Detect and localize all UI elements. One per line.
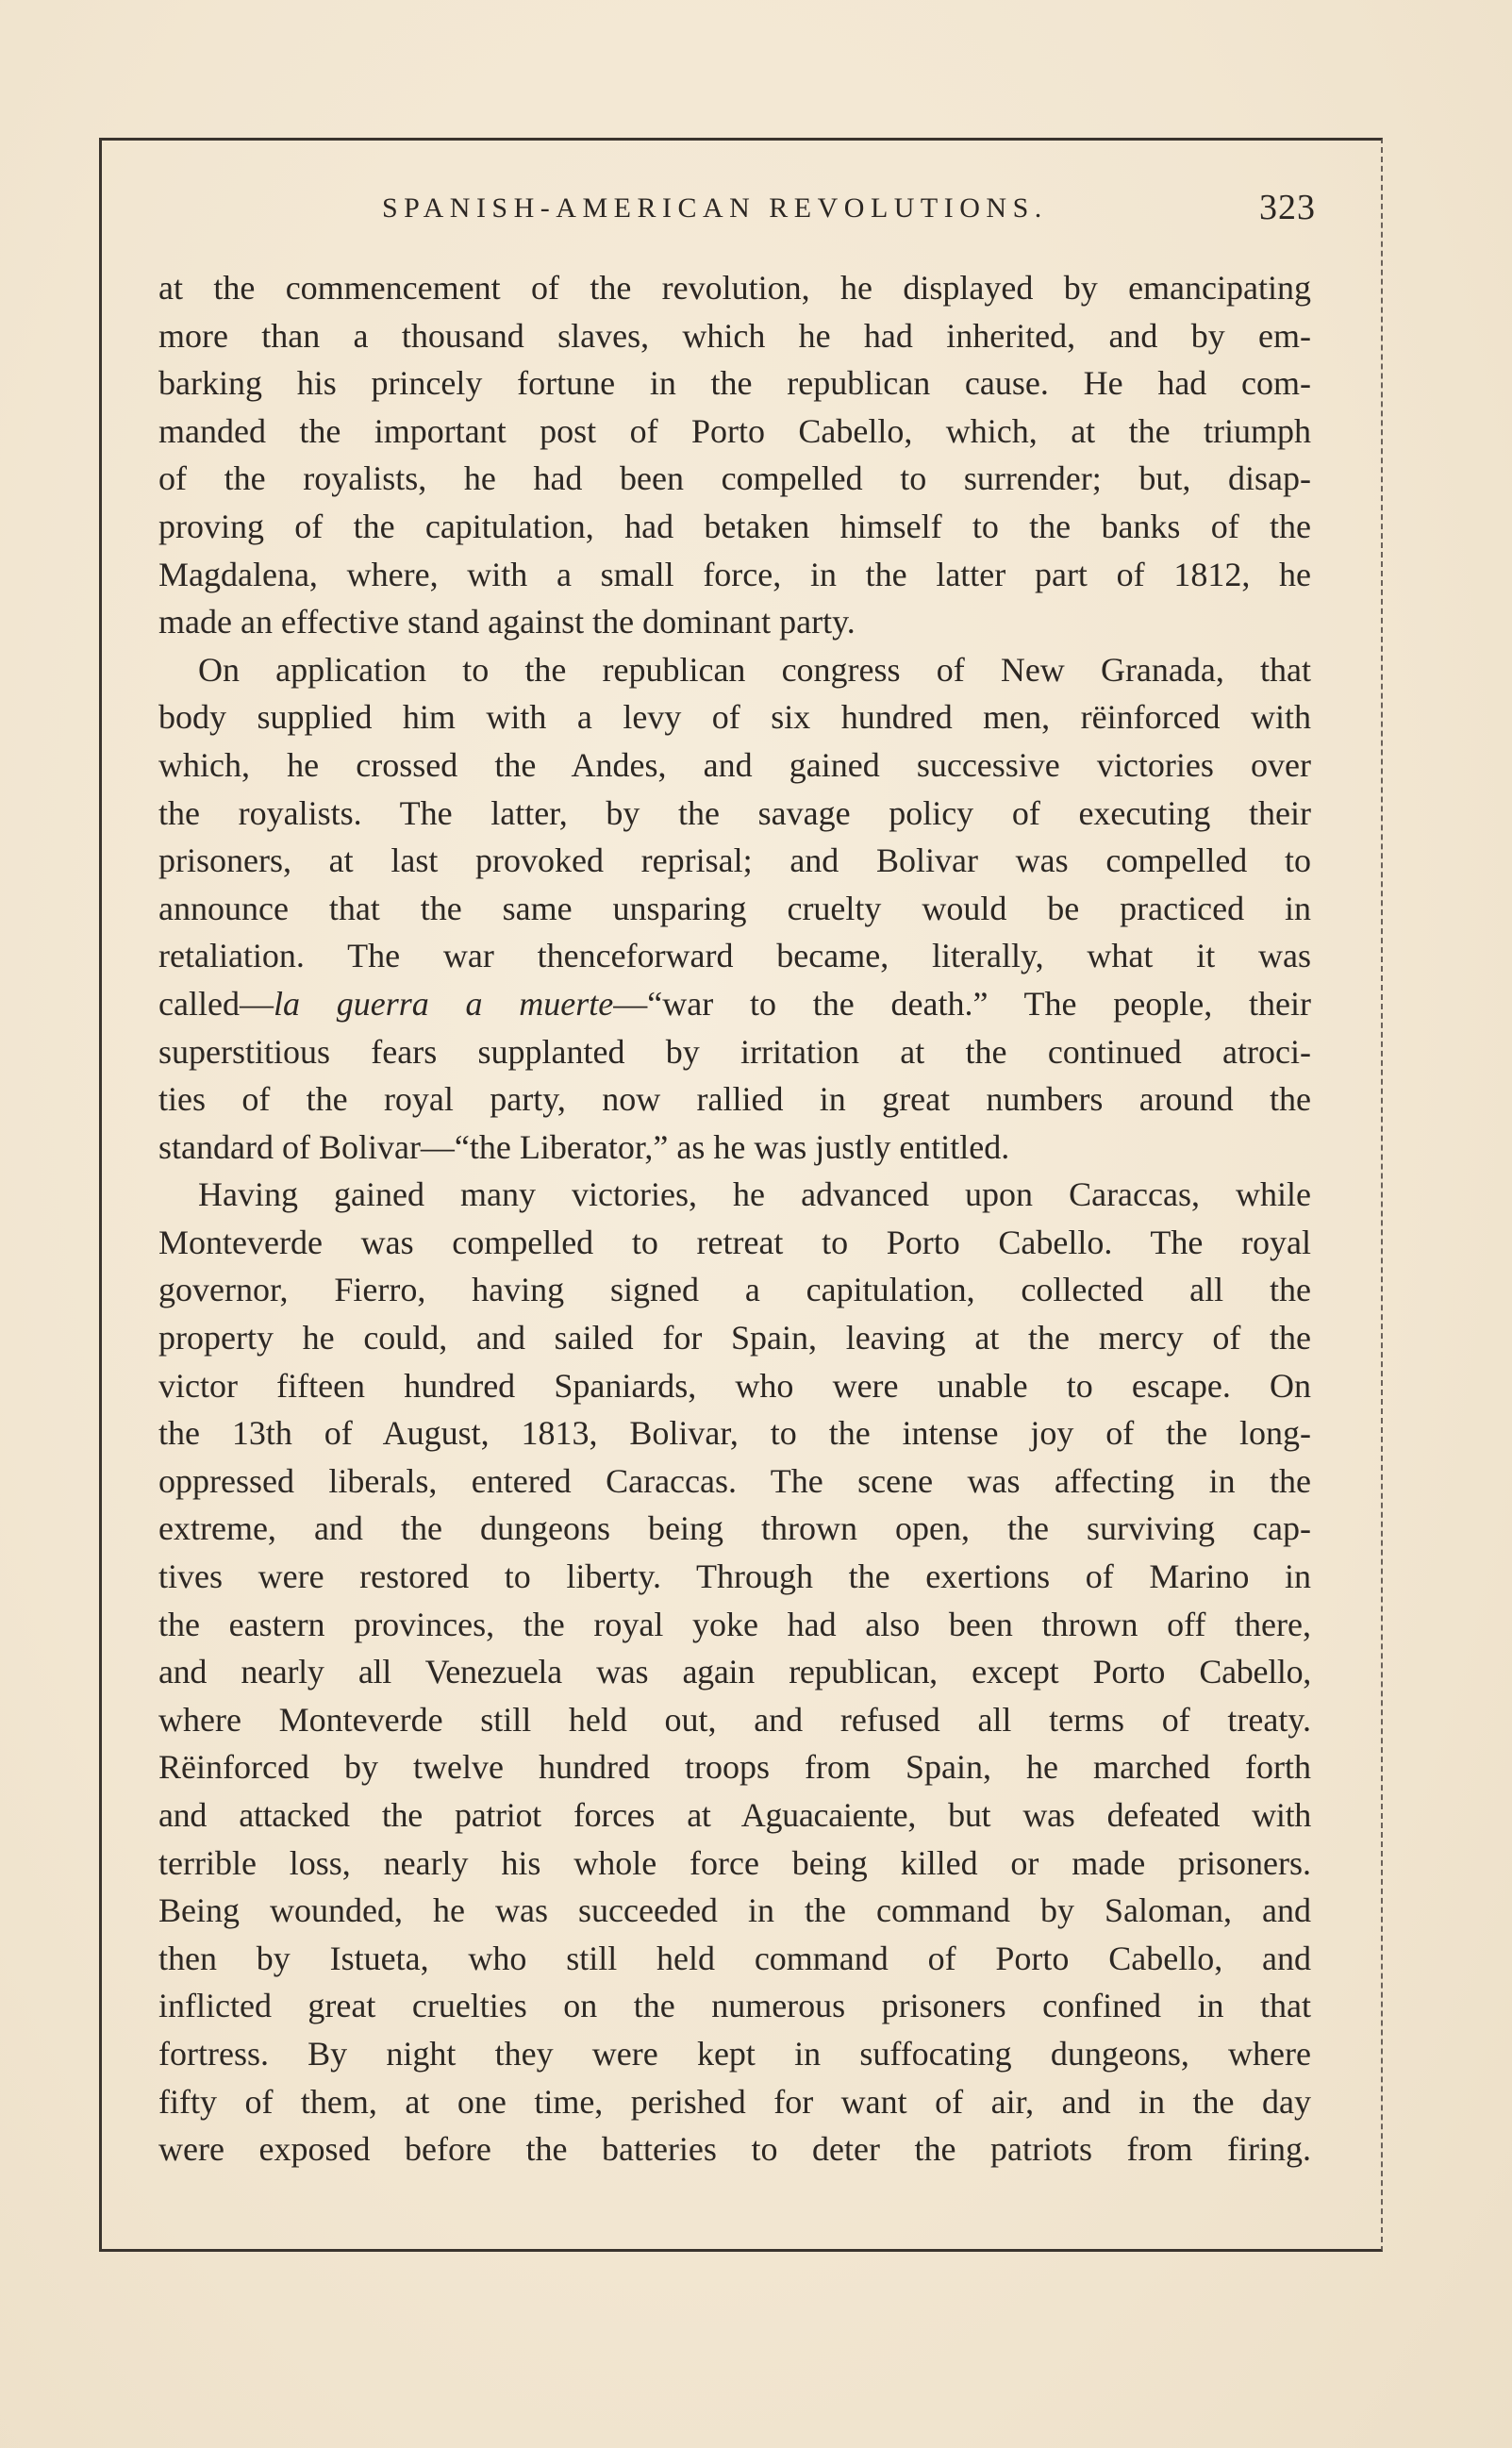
text-line: the eastern provinces, the royal yoke had also been thrown off there, (158, 1605, 1311, 1643)
paragraph-end-line: made an effective stand against the dominant party. (158, 603, 856, 641)
text-line: were exposed before the batteries to deter the patriots from firing. (158, 2130, 1311, 2169)
text-line: of the royalists, he had been compelled to surrender; but, disap- (158, 459, 1311, 498)
page-number: 323 (1259, 188, 1316, 227)
text-line: oppressed liberals, entered Caraccas. The scene was affecting in the (158, 1461, 1311, 1500)
text-line: body supplied him with a levy of six hundred men, rëinforced with (158, 698, 1311, 737)
text-line: where Monteverde still held out, and refused all terms of treaty. (158, 1700, 1311, 1739)
text-line: superstitious fears supplanted by irritation at the continued atroci- (158, 1032, 1311, 1071)
body-text (158, 264, 1311, 2173)
paragraph-start-line: Having gained many victories, he advanced upon Caraccas, while (198, 1175, 1311, 1214)
paragraph-start-line: On application to the republican congress of New Granada, that (198, 650, 1311, 689)
text-line: and nearly all Venezuela was again republican, except Porto Cabello, (158, 1653, 1311, 1691)
text-line: terrible loss, nearly his whole force being killed or made prisoners. (158, 1843, 1311, 1882)
italic-phrase: la guerra a muerte (273, 984, 614, 1023)
text-line: Being wounded, he was succeeded in the command by Saloman, and (158, 1891, 1311, 1930)
text-line: the 13th of August, 1813, Bolivar, to the intense joy of the long- (158, 1414, 1311, 1453)
text-line: property he could, and sailed for Spain, leaving at the mercy of the (158, 1319, 1311, 1357)
text-line: at the commencement of the revolution, he displayed by emancipating (158, 269, 1311, 307)
text-line: the royalists. The latter, by the savage policy of executing their (158, 793, 1311, 832)
text-line: prisoners, at last provoked reprisal; and Bolivar was compelled to (158, 841, 1311, 880)
text-line: and attacked the patriot forces at Aguacaiente, but was defeated with (158, 1796, 1311, 1834)
text-line: ties of the royal party, now rallied in great numbers around the (158, 1080, 1311, 1119)
text-line: fifty of them, at one time, perished for want of air, and in the day (158, 2082, 1311, 2121)
text-line: tives were restored to liberty. Through the exertions of Marino in (158, 1557, 1311, 1596)
text-line: barking his princely fortune in the republican cause. He had com- (158, 364, 1311, 403)
text-line: proving of the capitulation, had betaken himself to the banks of the (158, 507, 1311, 545)
text-line-with-italic (158, 980, 1311, 1028)
text-line: victor fifteen hundred Spaniards, who were unable to escape. On (158, 1366, 1311, 1405)
text-line: which, he crossed the Andes, and gained successive victories over (158, 745, 1311, 784)
text-line: governor, Fierro, having signed a capitulation, collected all the (158, 1271, 1311, 1309)
running-head-title: SPANISH-AMERICAN REVOLUTIONS. (382, 192, 1048, 224)
text-line: fortress. By night they were kept in suffocating dungeons, where (158, 2034, 1311, 2073)
text-segment: called— (158, 984, 274, 1023)
text-line: manded the important post of Porto Cabello, which, at the triumph (158, 411, 1311, 450)
text-line: extreme, and the dungeons being thrown open, the surviving cap- (158, 1509, 1311, 1548)
text-line: announce that the same unsparing cruelty would be practiced in (158, 889, 1311, 927)
text-line: Magdalena, where, with a small force, in the latter part of 1812, he (158, 555, 1311, 593)
text-line: inflicted great cruelties on the numerous prisoners confined in that (158, 1987, 1311, 2025)
text-line: more than a thousand slaves, which he had inherited, and by em- (158, 316, 1311, 355)
text-line: retaliation. The war thenceforward became, literally, what it was (158, 937, 1311, 975)
text-line: then by Istueta, who still held command of Porto Cabello, and (158, 1939, 1311, 1977)
text-line: Rëinforced by twelve hundred troops from Spain, he marched forth (158, 1748, 1311, 1787)
paragraph-end-line: standard of Bolivar—“the Liberator,” as he was justly entitled. (158, 1127, 1010, 1166)
running-head (99, 185, 1316, 232)
text-segment: —“war to the death.” The people, their (613, 984, 1311, 1023)
text-line: Monteverde was compelled to retreat to Porto Cabello. The royal (158, 1223, 1311, 1261)
